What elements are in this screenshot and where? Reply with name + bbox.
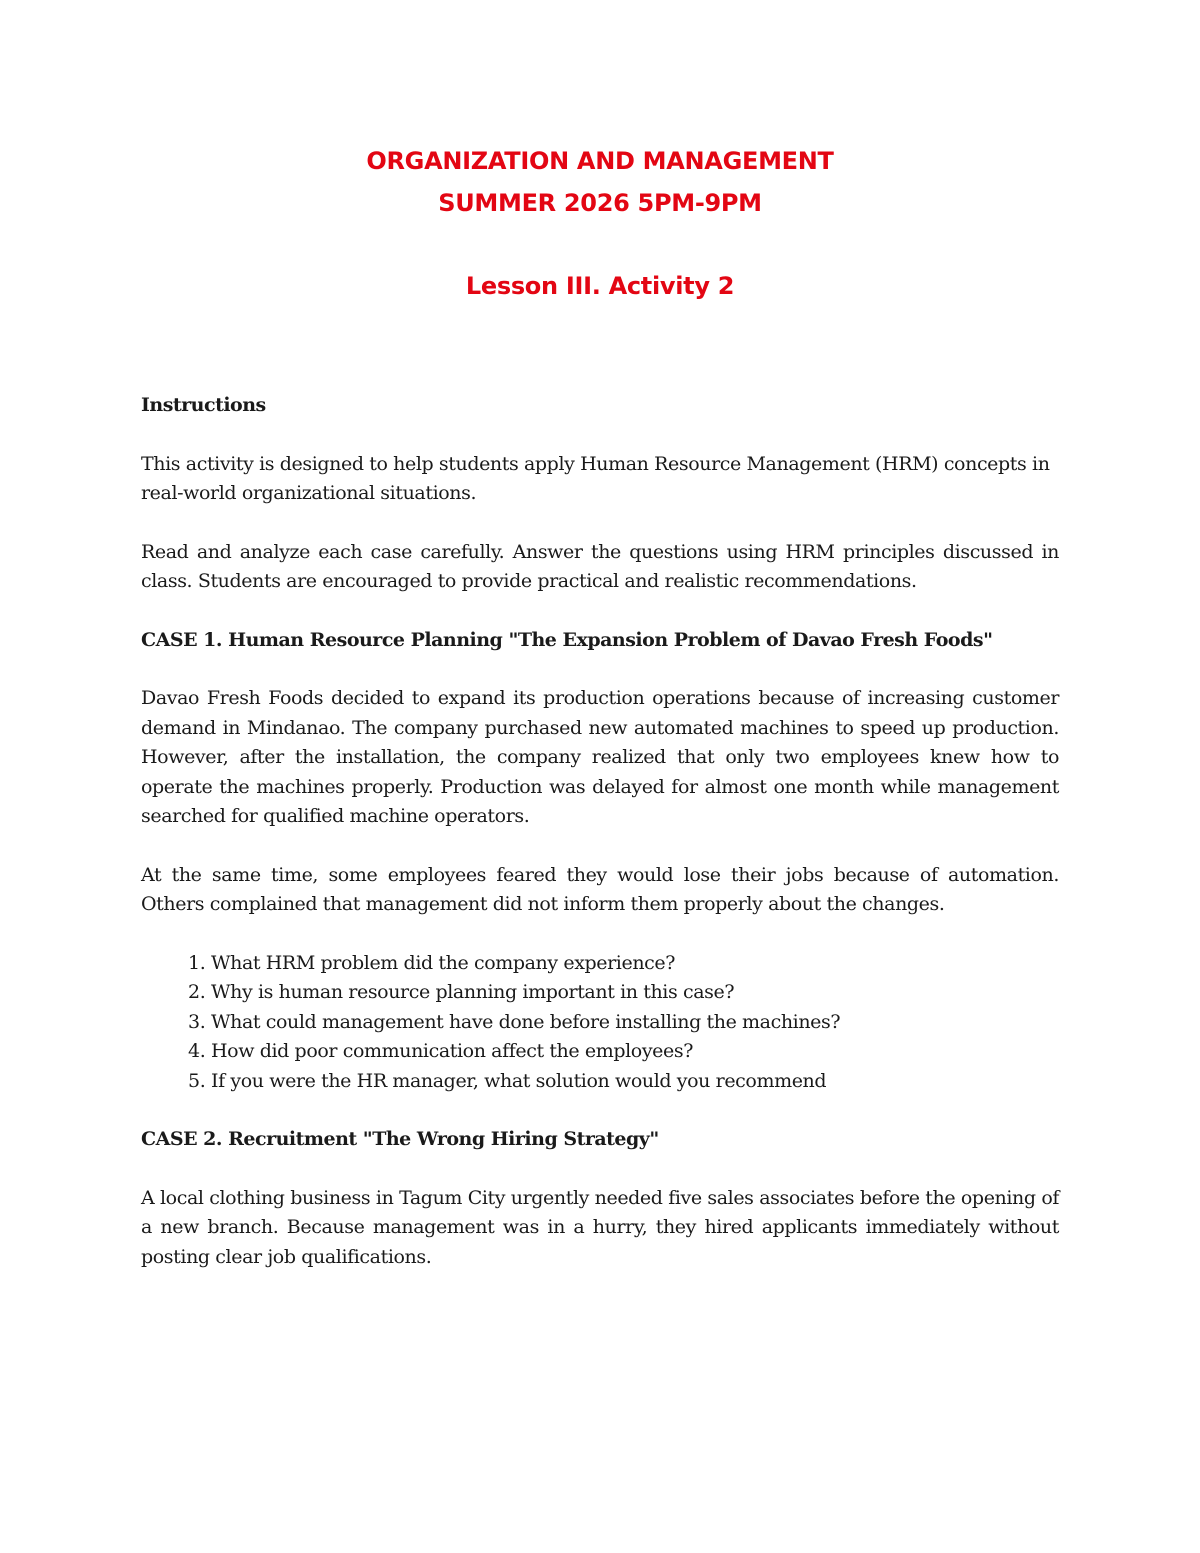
case-1-questions — [141, 949, 1059, 1097]
document-header — [141, 140, 1059, 307]
case-1-paragraph-1: Davao Fresh Foods decided to expand its production operations because of increasing customer demand in Mindanao. The company purchased new automated machines to speed up production. However, after the installation, the company realized that only two employees knew how to operate the machines properly. Production was delayed for almost one month while management searched for qualified machine operators. — [141, 687, 1059, 827]
course-title: ORGANIZATION AND MANAGEMENT — [366, 147, 834, 175]
instructions-heading: Instructions — [141, 394, 266, 416]
instructions-paragraph-2: Read and analyze each case carefully. Answer the questions using HRM principles discussed in class. Students are encouraged to provide practical and realistic recommendations. — [141, 540, 1059, 592]
case-1-paragraph-2: At the same time, some employees feared they would lose their jobs because of automation. Others complained that management did not inform them properly about the changes. — [141, 863, 1059, 915]
document-content — [141, 140, 1059, 1272]
question-item: 5. If you were the HR manager, what solution would you recommend — [211, 1067, 1059, 1097]
schedule: SUMMER 2026 5PM-9PM — [438, 189, 762, 217]
lesson-title: Lesson III. Activity 2 — [465, 272, 735, 300]
case-2-heading: CASE 2. Recruitment "The Wrong Hiring Strategy" — [141, 1128, 659, 1150]
instructions-paragraph-1: This activity is designed to help students apply Human Resource Management (HRM) concepts in real-world organizational situations. — [141, 452, 1050, 504]
question-item: 2. Why is human resource planning important in this case? — [211, 978, 1059, 1008]
question-item: 1. What HRM problem did the company experience? — [211, 949, 1059, 979]
question-item: 4. How did poor communication affect the employees? — [211, 1037, 1059, 1067]
case-1-heading: CASE 1. Human Resource Planning "The Expansion Problem of Davao Fresh Foods" — [141, 628, 993, 651]
case-2-paragraph-1: A local clothing business in Tagum City urgently needed five sales associates before the opening of a new branch. Because management was in a hurry, they hired applicants immediately without posting clear job qualifications. — [141, 1186, 1059, 1268]
question-item: 3. What could management have done before installing the machines? — [211, 1008, 1059, 1038]
